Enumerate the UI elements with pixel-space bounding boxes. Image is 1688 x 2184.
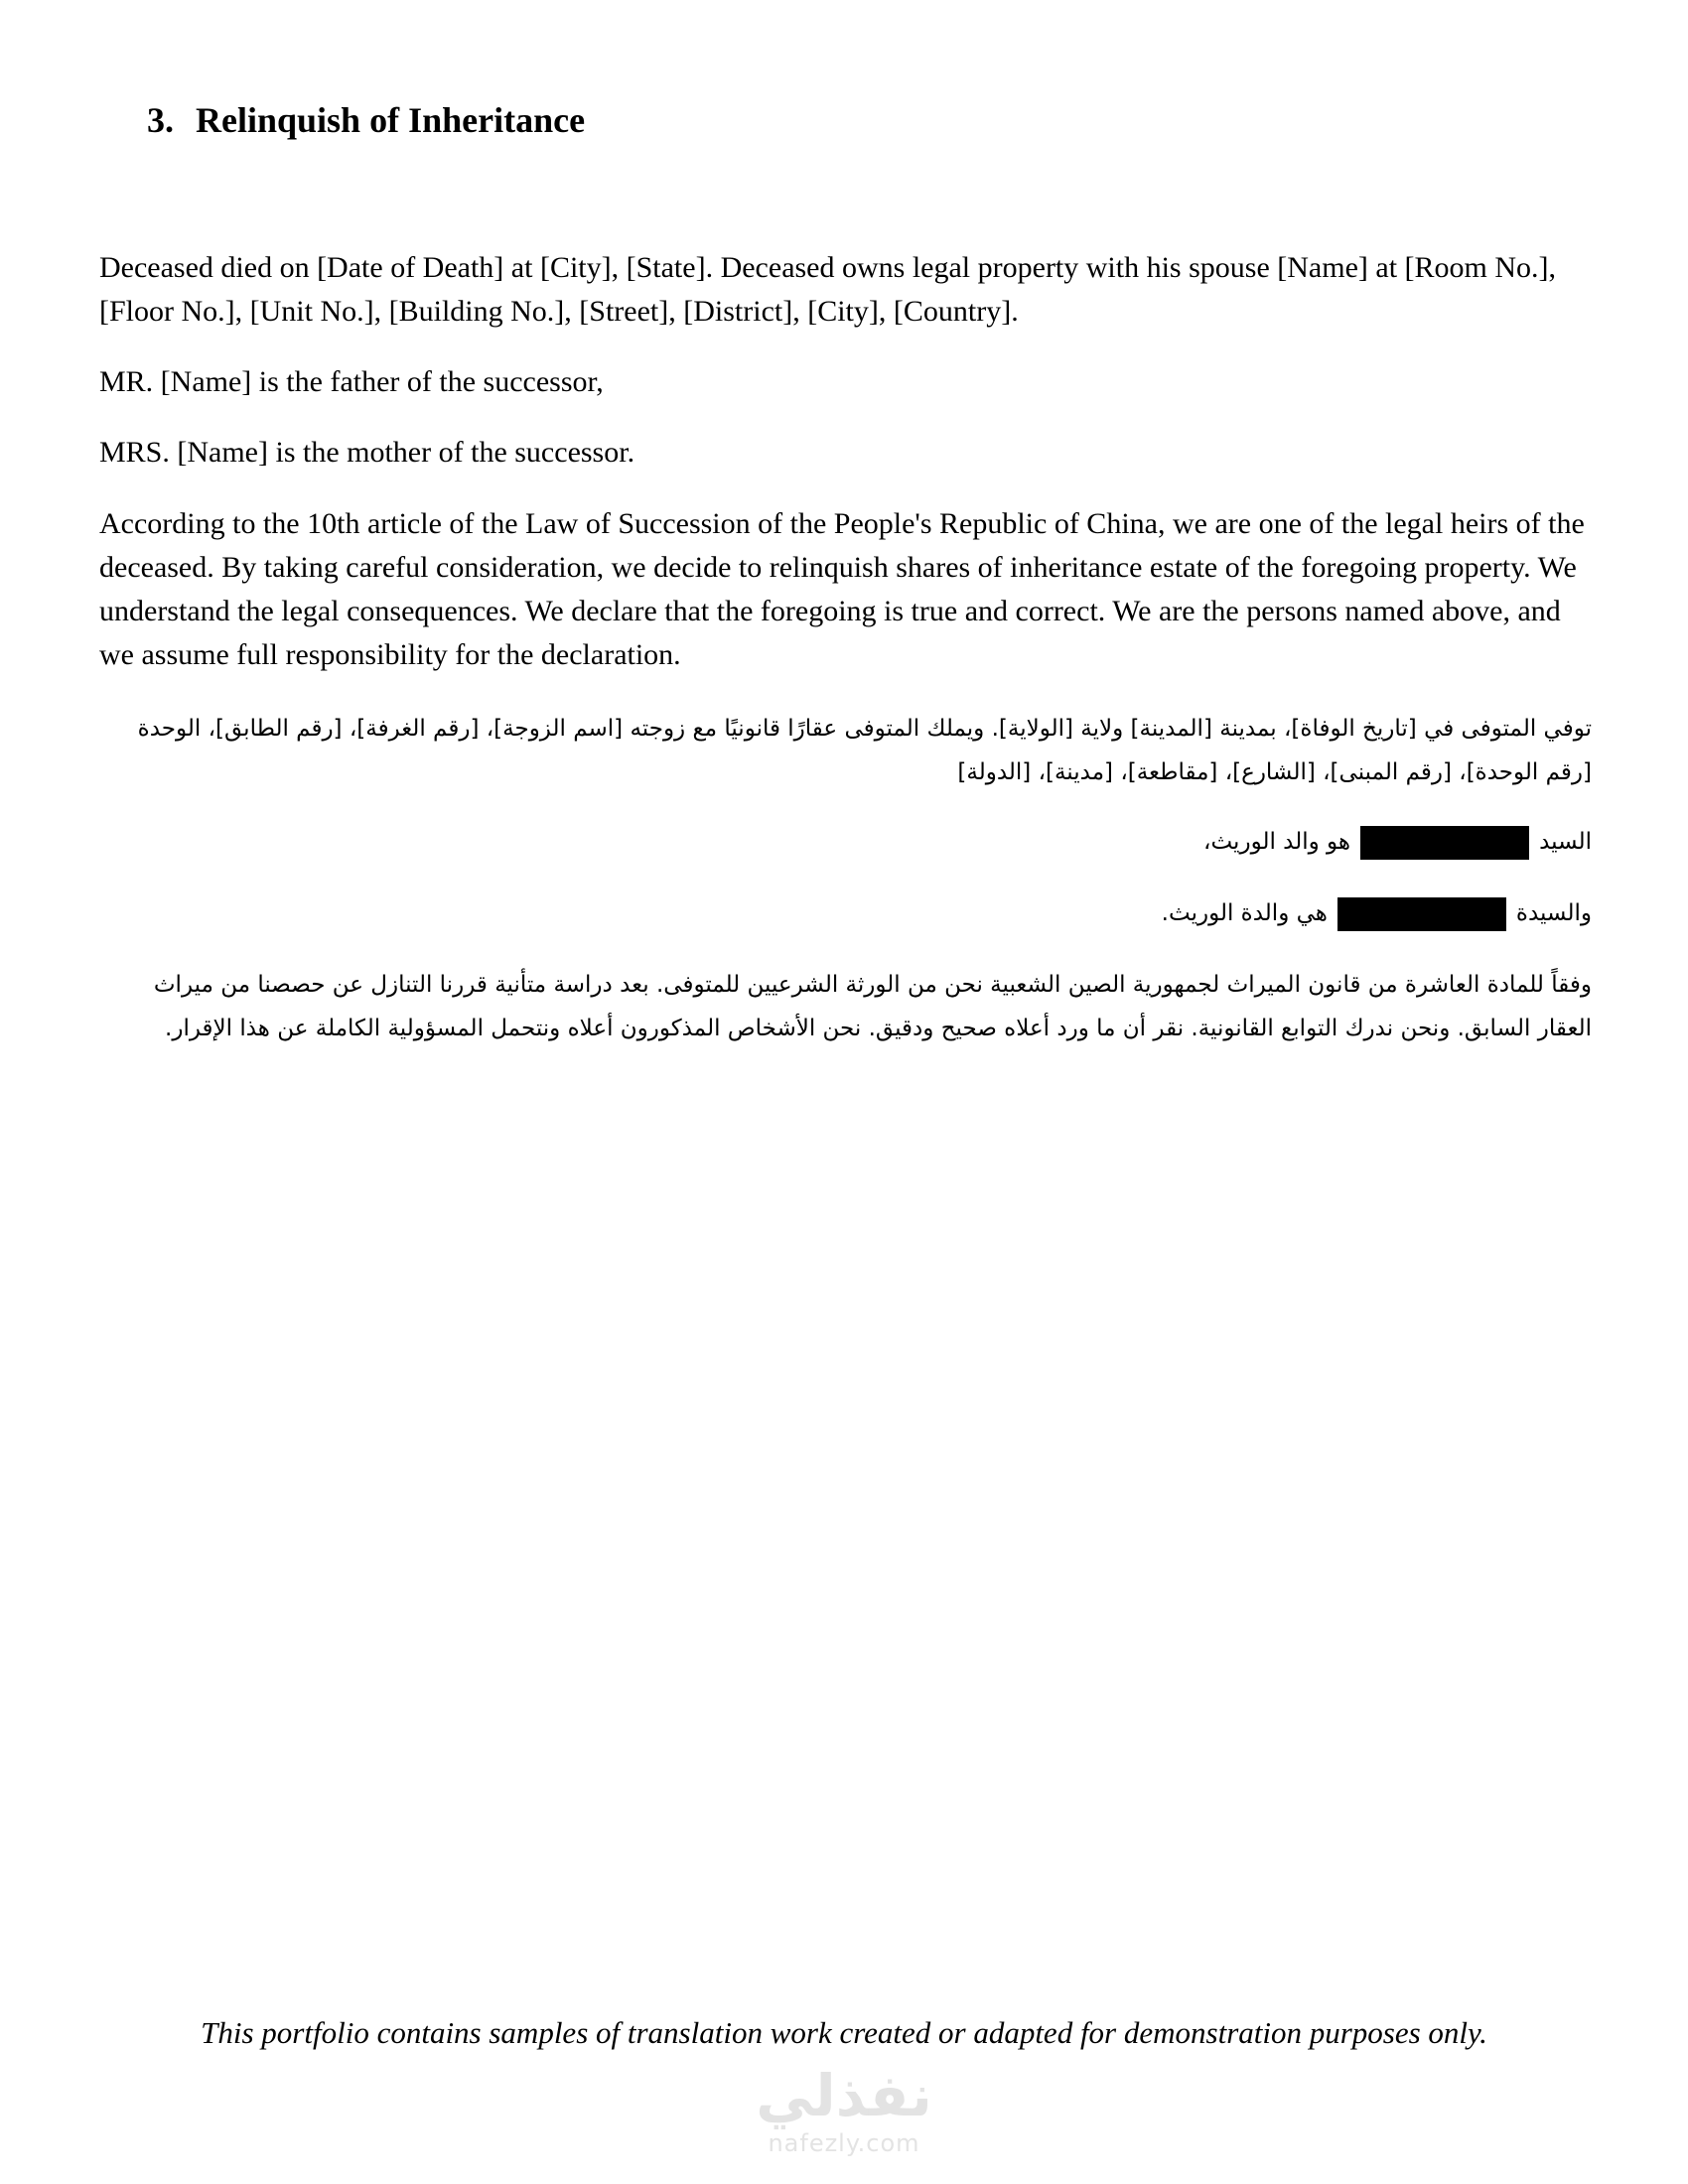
watermark-latin-text: nafezly.com <box>768 2129 920 2157</box>
arabic-mother-text: هي والدة الوريث. <box>1161 900 1328 926</box>
section-title: Relinquish of Inheritance <box>196 100 586 140</box>
nafezly-watermark-logo <box>0 2063 1688 2158</box>
english-paragraph-father: MR. [Name] is the father of the successor, <box>99 365 604 398</box>
arabic-father-text: هو والد الوريث، <box>1203 829 1351 855</box>
arabic-paragraph-father <box>112 820 1592 864</box>
footer-disclaimer: This portfolio contains samples of translation work created or adapted for demonstration purposes only. <box>201 2015 1487 2050</box>
redaction-box <box>1360 826 1529 860</box>
arabic-paragraph-mother <box>112 891 1592 935</box>
redaction-box <box>1337 897 1506 931</box>
english-paragraph-deceased: Deceased died on [Date of Death] at [City], [State]. Deceased owns legal property with his spouse [Name] at [Room No.], [Floor No.], [Unit No.], [Building No.], [Street], [District], [City], [Country]. <box>99 251 1557 328</box>
english-paragraph-declaration: According to the 10th article of the Law of Succession of the People's Republic of China, we are one of the legal heirs of the deceased. By taking careful consideration, we decide to relinquish shares of inheritance estate of the foregoing property. We understand the legal consequences. We declare that the foregoing is true and correct. We are the persons named above, and we assume full responsibility for the declaration. <box>99 507 1585 671</box>
arabic-paragraph-declaration: وفقاً للمادة العاشرة من قانون الميراث لجمهورية الصين الشعبية نحن من الورثة الشرعيين للمتوفى. بعد دراسة متأنية قررنا التنازل عن حصصنا من ميراث العقار السابق. ونحن ندرك التوابع القانونية. نقر أن ما ورد أعلاه صحيح ودقيق. نحن الأشخاص المذكورون أعلاه ونتحمل المسؤولية الكاملة عن هذا الإقرار. <box>153 972 1592 1041</box>
watermark-arabic-text: نفذلي <box>756 2062 932 2129</box>
english-paragraph-mother: MRS. [Name] is the mother of the successor. <box>99 436 635 469</box>
section-number: 3. <box>147 100 174 140</box>
arabic-paragraph-deceased: توفي المتوفى في [تاريخ الوفاة]، بمدينة [المدينة] ولاية [الولاية]. ويملك المتوفى عقارًا قانونيًا مع زوجته [اسم الزوجة]، [رقم الغرفة]، [رقم الطابق]، الوحدة [رقم الوحدة]، [رقم المبنى]، [الشارع]، [مقاطعة]، [مدينة]، [الدولة] <box>137 716 1592 785</box>
arabic-mr-label: السيد <box>1539 829 1592 855</box>
arabic-mrs-label: والسيدة <box>1515 900 1592 926</box>
section-heading <box>147 99 585 141</box>
